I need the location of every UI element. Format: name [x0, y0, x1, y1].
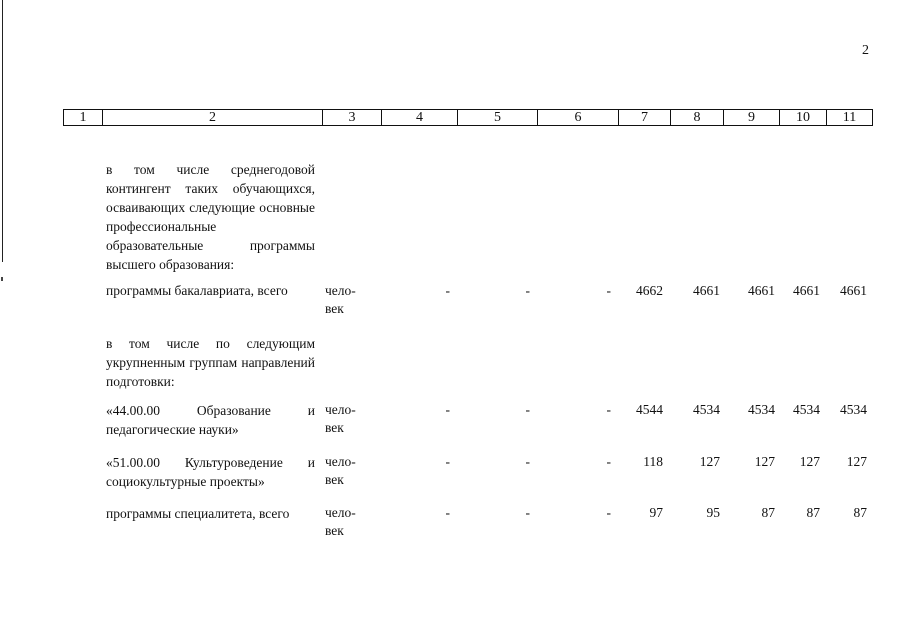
- header-col-4: 4: [382, 110, 458, 126]
- row-specialist-c8: 95: [706, 505, 720, 520]
- row-44-c9: 4534: [748, 402, 775, 417]
- column-number-header: [63, 109, 873, 126]
- header-col-5: 5: [458, 110, 538, 126]
- row-unit-bachelor: чело- век: [325, 283, 356, 316]
- row-bachelor-c10: 4661: [793, 283, 820, 298]
- row-bachelor-c8: 4661: [693, 283, 720, 298]
- row-unit-51: чело- век: [325, 454, 356, 487]
- row-51-c7: 118: [643, 454, 663, 469]
- row-specialist-c6: -: [606, 505, 611, 520]
- row-specialist-c5: -: [525, 505, 530, 520]
- row-bachelor-c9: 4661: [748, 283, 775, 298]
- row-label-44: «44.00.00 Образование и педагогические науки»: [106, 403, 315, 437]
- header-col-8: 8: [671, 110, 724, 126]
- margin-tick: [1, 277, 3, 281]
- row-label-specialist: программы специалитета, всего: [106, 506, 290, 521]
- row-51-c11: 127: [846, 454, 867, 469]
- row-44-c4: -: [445, 402, 450, 417]
- row-bachelor-c11: 4661: [840, 283, 867, 298]
- header-col-11: 11: [827, 110, 873, 126]
- row-specialist-c9: 87: [761, 505, 775, 520]
- row-51-c9: 127: [754, 454, 775, 469]
- header-col-1: 1: [64, 110, 103, 126]
- row-44-c11: 4534: [840, 402, 867, 417]
- row-51-c8: 127: [699, 454, 720, 469]
- row-44-c7: 4544: [636, 402, 663, 417]
- row-44-c8: 4534: [693, 402, 720, 417]
- header-col-6: 6: [538, 110, 619, 126]
- header-col-9: 9: [724, 110, 780, 126]
- row-51-c4: -: [445, 454, 450, 469]
- row-51-c6: -: [606, 454, 611, 469]
- row-label-51: «51.00.00 Культуроведение и социокультурные проекты»: [106, 455, 315, 489]
- margin-rule: [2, 0, 3, 262]
- row-51-c10: 127: [799, 454, 820, 469]
- row-specialist-c4: -: [445, 505, 450, 520]
- row-bachelor-c4: -: [445, 283, 450, 298]
- page-number: 2: [862, 43, 869, 58]
- row-51-c5: -: [525, 454, 530, 469]
- header-col-10: 10: [780, 110, 827, 126]
- row-44-c6: -: [606, 402, 611, 417]
- header-col-7: 7: [619, 110, 671, 126]
- row-specialist-c7: 97: [649, 505, 663, 520]
- row-specialist-c11: 87: [853, 505, 867, 520]
- row-unit-specialist: чело- век: [325, 505, 356, 538]
- row-unit-44: чело- век: [325, 402, 356, 435]
- row-specialist-c10: 87: [806, 505, 820, 520]
- row-44-c10: 4534: [793, 402, 820, 417]
- row-bachelor-c6: -: [606, 283, 611, 298]
- row-bachelor-c7: 4662: [636, 283, 663, 298]
- groups-intro-text: в том числе по следующим укрупненным группам направлений подготовки:: [106, 336, 315, 389]
- row-bachelor-c5: -: [525, 283, 530, 298]
- intro-text: в том числе среднегодовой контингент таких обучающихся, осваивающих следующие основные профессиональные образовательные программы высшего образования:: [106, 162, 315, 272]
- row-44-c5: -: [525, 402, 530, 417]
- row-label-bachelor: программы бакалавриата, всего: [106, 283, 288, 298]
- header-col-2: 2: [103, 110, 323, 126]
- header-col-3: 3: [323, 110, 382, 126]
